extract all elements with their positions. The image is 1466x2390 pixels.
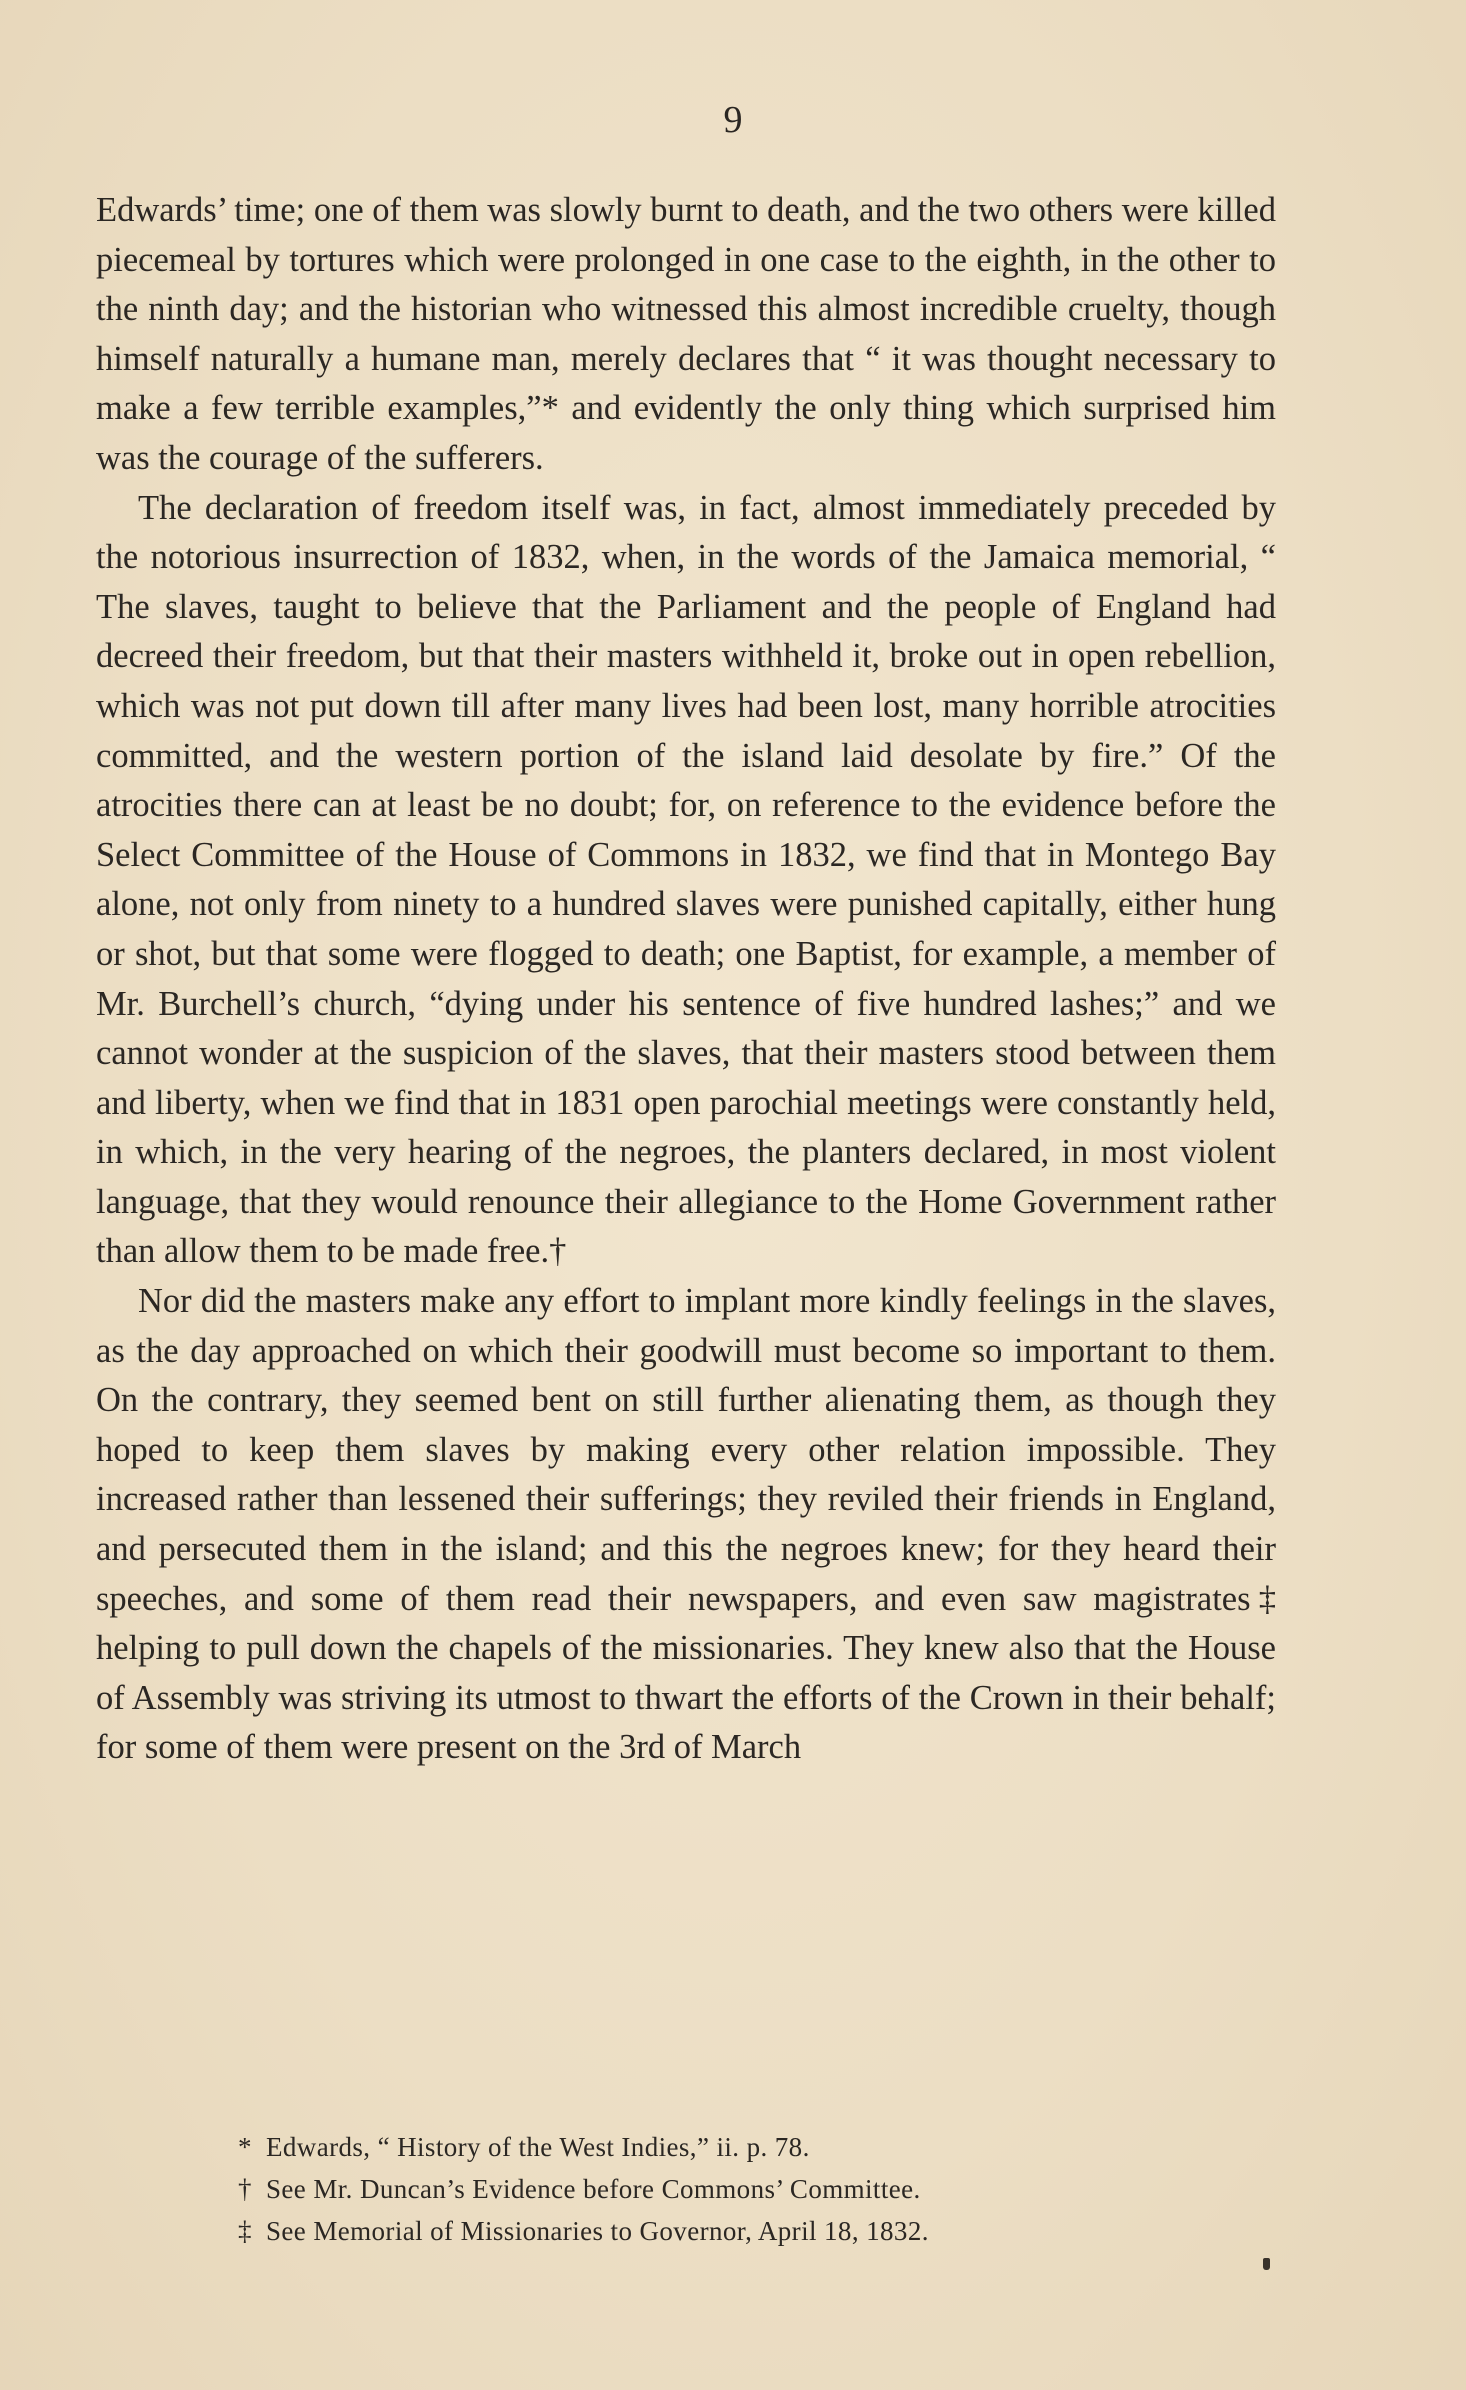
body-text — [96, 186, 1276, 1773]
footnote-mark: * — [238, 2132, 252, 2162]
paragraph: Nor did the masters make any effort to implant more kindly feelings in the slaves, as the day approached on which their goodwill must become so important to them. On the contrary, they seemed bent on still further alienating them, as though they hoped to keep them slaves by making every other relation impossible. They increased rather than lessened their sufferings; they reviled their friends in England, and persecuted them in the island; and this the negroes knew; for they heard their speeches, and some of them read their newspapers, and even saw magistrates‡ helping to pull down the chapels of the missionaries. They knew also that the House of Assembly was striving its utmost to thwart the efforts of the Crown in their behalf; for some of them were present on the 3rd of March — [96, 1282, 1276, 1767]
paragraph: The declaration of freedom itself was, in fact, almost immediately preceded by the notorious insurrection of 1832, when, in the words of the Jamaica memorial, “ The slaves, taught to believe that the Parliament and the people of England had decreed their freedom, but that their masters withheld it, broke out in open rebellion, which was not put down till after many lives had been lost, many horrible atrocities committed, and the western portion of the island laid desolate by fire.” Of the atrocities there can at least be no doubt; for, on reference to the evidence before the Select Committee of the House of Commons in 1832, we find that in Montego Bay alone, not only from ninety to a hundred slaves were punished capitally, either hung or shot, but that some were flogged to death; one Baptist, for example, a member of Mr. Burchell’s church, “dying under his sentence of five hundred lashes;” and we cannot wonder at the suspicion of the slaves, that their masters stood between them and liberty, when we find that in 1831 open parochial meetings were constantly held, in which, in the very hearing of the negroes, the planters declared, in most violent language, that they would renounce their allegiance to the Home Government rather than allow them to be made free.† — [96, 488, 1276, 1271]
paragraph: Edwards’ time; one of them was slowly burnt to death, and the two others were killed piecemeal by tortures which were prolonged in one case to the eighth, in the other to the ninth day; and the historian who witnessed this almost incredible cruelty, though himself naturally a humane man, merely declares that “ it was thought necessary to make a few terrible examples,”* and evidently the only thing which surprised him was the courage of the sufferers. — [96, 191, 1276, 477]
page-number: 9 — [723, 99, 743, 141]
footnote-mark: ‡ — [238, 2216, 252, 2246]
footnotes — [238, 2126, 1238, 2252]
footnote-text: See Mr. Duncan’s Evidence before Commons’ Committee. — [266, 2174, 921, 2204]
footnote-text: Edwards, “ History of the West Indies,” ii. p. 78. — [266, 2132, 810, 2162]
footnote — [238, 2126, 1238, 2168]
ink-speck — [1263, 2258, 1270, 2270]
footnote-mark: † — [238, 2174, 252, 2204]
footnote-text: See Memorial of Missionaries to Governor, April 18, 1832. — [266, 2216, 929, 2246]
footnote — [238, 2168, 1238, 2210]
footnote — [238, 2210, 1238, 2252]
